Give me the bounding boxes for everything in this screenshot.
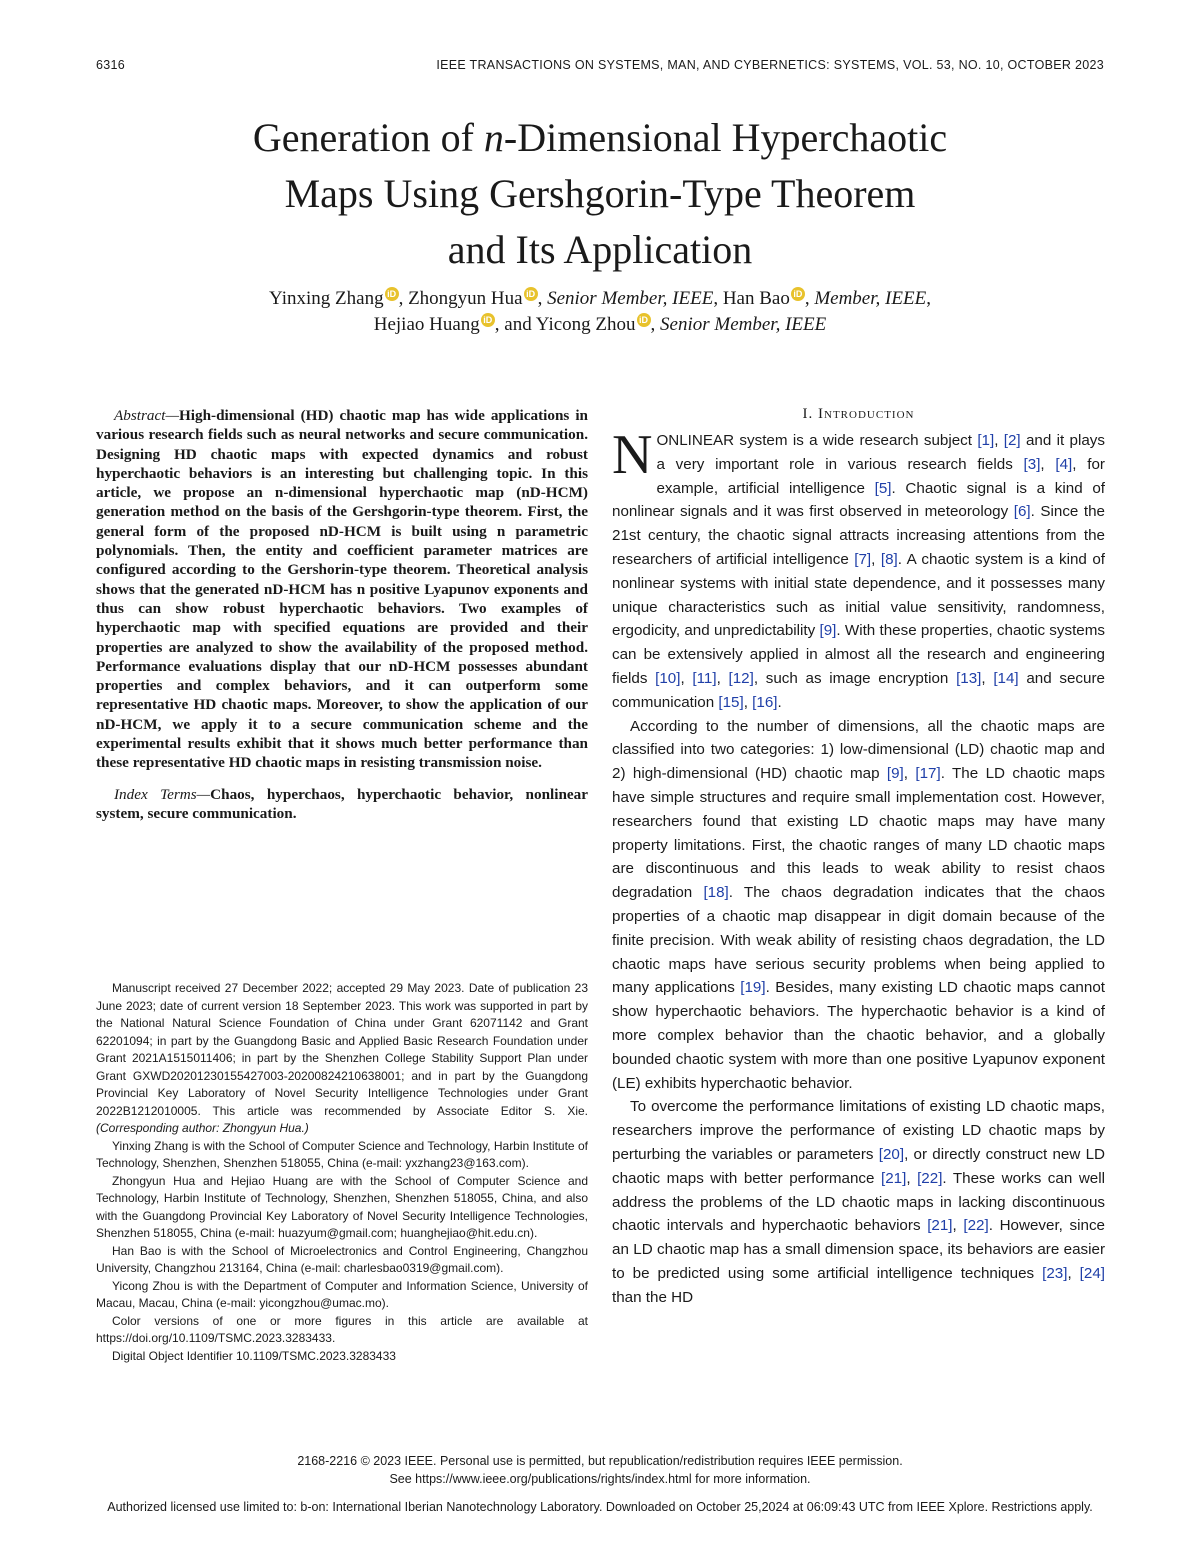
body-text: . The LD chaotic maps have simple structures and require small implementation cost. However, researchers found that existing LD chaotic maps may have many property limitations. First, the chaotic ranges of many LD chaotic maps are discontinuous and this leads to weak ability to resist chaos degradation [612, 765, 1105, 902]
author-name: Zhongyun Hua [408, 288, 523, 309]
body-text: , [716, 669, 729, 687]
orcid-icon[interactable]: iD [791, 287, 805, 301]
body-text: . Chaotic signal is a kind of nonlinear signals and it was first observed in meteorology [612, 479, 1105, 521]
body-text: , [743, 693, 753, 711]
body-text: To overcome the performance limitations of existing LD chaotic maps, researchers improve the performance of existing LD chaotic maps by perturbing the variables or parameters [612, 1098, 1105, 1163]
citation-link[interactable]: [11] [692, 669, 717, 687]
body-text: , [906, 1169, 918, 1187]
drop-cap: N [612, 424, 653, 486]
abstract-label: Abstract— [114, 407, 179, 424]
author-name: Han Bao [722, 288, 790, 309]
corresponding-author: (Corresponding author: Zhongyun Hua.) [96, 1121, 309, 1135]
body-text: . These works can well address the problems of the LD chaotic maps in lacking discontinuous chaotic intervals and hyperchaotic behaviors [612, 1169, 1105, 1235]
affiliation-note: Yinxing Zhang is with the School of Computer Science and Technology, Harbin Institute of Technology, Shenzhen, Shenzhen 518055, China (e-mail: yxzhang23@163.com). [96, 1138, 588, 1170]
orcid-icon[interactable]: iD [481, 313, 495, 327]
intro-paragraph-3 [612, 1095, 1105, 1309]
body-text: than the HD [612, 1288, 694, 1306]
footnote [96, 980, 588, 1365]
orcid-icon[interactable]: iD [385, 287, 399, 301]
title-line-3: and Its Application [447, 227, 753, 272]
body-text: , [952, 1217, 964, 1235]
page-number: 6316 [96, 58, 126, 72]
doi-note: Digital Object Identifier 10.1109/TSMC.2023.3283433 [112, 1348, 396, 1363]
paper-title [100, 110, 1100, 278]
citation-link[interactable]: [22] [917, 1169, 943, 1187]
body-text: , or directly construct new LD chaotic maps with better performance [612, 1145, 1105, 1187]
citation-link[interactable]: [21] [927, 1217, 953, 1235]
right-column [612, 406, 1105, 1309]
section-heading: I. Introduction [802, 406, 915, 422]
body-text: . [777, 693, 782, 711]
citation-link[interactable]: [24] [1079, 1264, 1105, 1282]
citation-link[interactable]: [12] [728, 669, 754, 687]
citation-link[interactable]: [4] [1055, 455, 1073, 473]
color-versions-note: Color versions of one or more figures in this article are available at https://doi.org/10.1109/TSMC.2023.3283433. [96, 1313, 588, 1345]
index-terms [96, 785, 588, 824]
citation-link[interactable]: [16] [752, 693, 778, 711]
citation-link[interactable]: [17] [915, 765, 941, 783]
author-name: Yicong Zhou [535, 314, 636, 335]
citation-link[interactable]: [13] [956, 669, 982, 687]
body-text: , [680, 669, 693, 687]
title-line-2: Maps Using Gershgorin-Type Theorem [284, 171, 916, 216]
citation-link[interactable]: [1] [977, 432, 995, 449]
author-role: Member, IEEE [814, 288, 927, 309]
copyright-footer [0, 1452, 1200, 1488]
citation-link[interactable]: [18] [703, 884, 729, 902]
body-text: . A chaotic system is a kind of nonlinear systems with initial state dependence, and it possesses many unique characteristics such as initial value sensitivity, randomness, ergodicity, and unpredictability [612, 550, 1105, 640]
citation-link[interactable]: [9] [886, 765, 904, 783]
citation-link[interactable]: [8] [880, 550, 898, 568]
footnote-text: Manuscript received 27 December 2022; accepted 29 May 2023. Date of publication 23 June 2023; date of current version 18 September 2023. This work was supported in part by the National Natural Science Foundation of China under Grant 62071142 and Grant 62201094; in part by the Guangdong Basic and Applied Basic Research Foundation under Grant 2021A1515011406; in part by the Shenzhen College Stability Support Plan under Grant GXWD20201230155427003-20200824210638001; and in part by the Guangdong Provincial Key Laboratory of Novel Security Intelligence Technologies under Grant 2022B1212010005. This article was recommended by Associate Editor S. Xie. [96, 981, 588, 1118]
author-name: Yinxing Zhang [269, 288, 384, 309]
citation-link[interactable]: [6] [1013, 503, 1031, 521]
journal-name: IEEE TRANSACTIONS ON SYSTEMS, MAN, AND CYBERNETICS: SYSTEMS, VOL. 53, NO. 10, OCTOBER 2023 [436, 58, 1104, 72]
intro-paragraph-1 [612, 424, 1105, 715]
manuscript-note [96, 980, 588, 1138]
citation-link[interactable]: [21] [880, 1169, 907, 1187]
title-part: Generation of [252, 115, 484, 160]
body-text: . The chaos degradation indicates that the chaos properties of a chaotic map disappear in digit domain because of the finite precision. With weak ability of resisting chaos degradation, the LD chaotic maps have serious security problems when being applied to many applications [612, 884, 1105, 997]
author-role: Senior Member, IEEE [660, 314, 827, 335]
body-text: , [871, 550, 881, 568]
index-terms-label: Index Terms— [114, 785, 211, 803]
left-column [96, 406, 588, 823]
affiliation-note: Han Bao is with the School of Microelectronics and Control Engineering, Changzhou University, Changzhou 213164, China (e-mail: charlesbao0319@gmail.com). [96, 1243, 588, 1275]
citation-link[interactable]: [22] [963, 1217, 989, 1235]
body-text: , [994, 432, 1004, 449]
abstract-text: High-dimensional (HD) chaotic map has wide applications in various research fields such as neural networks and secure communication. Designing HD chaotic maps with expected dynamics and robust hyperchaotic behaviors is an interesting but challenging topic. In this article, we propose an n-dimensional hyperchaotic map (nD-HCM) generation method on the basis of the Gershgorin-type theorem. First, the general form of the proposed nD-HCM is built using n parametric polynomials. Then, the entity and coefficient parameter matrices are configured according to the Gershorin-type theorem. Theoretical analysis shows that the generated nD-HCM has n positive Lyapunov exponents and thus can show robust hyperchaotic behaviors. Two examples of hyperchaotic map with specified equations are provided and their properties are analyzed to show the availability of the proposed method. Performance evaluations display that our nD-HCM possesses abundant properties and complex behaviors, and it can outperform some representative HD chaotic maps. Moreover, to show the application of our nD-HCM, we apply it to a secure communication scheme and the experimental results exhibit that it shows much better performance than these representative HD chaotic maps in resisting transmission noise. [96, 407, 588, 772]
index-terms-text: Chaos, hyperchaos, hyperchaotic behavior, nonlinear system, secure communication. [96, 785, 588, 822]
body-text: and secure communication [612, 669, 1105, 711]
citation-link[interactable]: [15] [718, 693, 744, 711]
abstract [96, 406, 588, 773]
orcid-icon[interactable]: iD [637, 313, 651, 327]
affiliation-note: Yicong Zhou is with the Department of Computer and Information Science, University of Macau, Macau, China (e-mail: yicongzhou@umac.mo). [96, 1278, 588, 1310]
body-text: . With these properties, chaotic systems can be extensively applied in almost all the research and engineering fields [612, 622, 1105, 687]
title-n: n [483, 115, 504, 160]
author-name: Hejiao Huang [373, 314, 480, 335]
citation-link[interactable]: [5] [874, 479, 892, 497]
body-text: , [1067, 1264, 1080, 1282]
citation-link[interactable]: [7] [854, 550, 872, 568]
body-text: According to the number of dimensions, all the chaotic maps are classified into two categories: 1) low-dimensional (LD) chaotic map and 2) high-dimensional (HD) chaotic map [612, 717, 1105, 783]
citation-link[interactable]: [3] [1023, 455, 1041, 473]
orcid-icon[interactable]: iD [524, 287, 538, 301]
citation-link[interactable]: [10] [655, 669, 681, 687]
citation-link[interactable]: [9] [819, 622, 837, 640]
body-text: , for example, artificial intelligence [656, 455, 1105, 497]
body-text: system is a wide research subject [734, 432, 978, 449]
citation-link[interactable]: [23] [1042, 1264, 1068, 1282]
citation-link[interactable]: [20] [878, 1145, 905, 1163]
citation-link[interactable]: [19] [740, 979, 766, 997]
affiliation-note: Zhongyun Hua and Hejiao Huang are with the School of Computer Science and Technology, Harbin Institute of Technology, Shenzhen, Shenzhen 518055, China, and also with the Guangdong Provincial Key Laboratory of Novel Security Intelligence Technologies, Shenzhen 518055, China (e-mail: huazyum@gmail.com; huanghejiao@hit.edu.cn). [96, 1173, 588, 1240]
author-list: Yinxing Zhang iD , Zhongyun Hua iD , Senior Member, IEEE, Han Bao iD , Member, IEEE, Hejiao Huang iD , and Yicong Zhou iD , Senior Member, IEEE [269, 288, 931, 335]
title-part: -Dimensional Hyperchaotic [503, 115, 948, 160]
body-text: . Besides, many existing LD chaotic maps cannot show hyperchaotic behaviors. The hyperchaotic behavior is a kind of more complex behavior than the chaotic behavior, and a globally bounded chaotic system with more than one positive Lyapunov exponent (LE) exhibits hyperchaotic behavior. [612, 979, 1105, 1092]
intro-paragraph-2 [612, 715, 1105, 1096]
body-text: , [903, 765, 916, 783]
rights-link-line[interactable]: See https://www.ieee.org/publications/rights/index.html for more information. [389, 1472, 811, 1486]
body-text: . Since the 21st century, the chaotic signal attracts increasing attentions from the researchers of artificial intelligence [612, 503, 1105, 568]
authorized-use-notice: Authorized licensed use limited to: b-on: International Iberian Nanotechnology Laboratory. Downloaded on October 25,2024 at 06:09:43 UTC from IEEE Xplore. Restrictions apply. [107, 1500, 1093, 1514]
copyright-line: 2168-2216 © 2023 IEEE. Personal use is permitted, but republication/redistribution requires IEEE permission. [297, 1454, 903, 1468]
body-text: , [1040, 455, 1056, 473]
body-text: , [981, 669, 994, 687]
author-role: Senior Member, IEEE [547, 288, 714, 309]
lead-word: ONLINEAR [656, 432, 735, 449]
body-text: , such as image encryption [753, 669, 957, 687]
citation-link[interactable]: [2] [1003, 432, 1021, 449]
body-text: and it plays a very important role in various research fields [656, 432, 1105, 473]
body-text: . However, since an LD chaotic map has a small dimension space, its behaviors are easier to be predicted using some artificial intelligence techniques [612, 1217, 1105, 1282]
running-header [96, 58, 1104, 78]
citation-link[interactable]: [14] [993, 669, 1019, 687]
